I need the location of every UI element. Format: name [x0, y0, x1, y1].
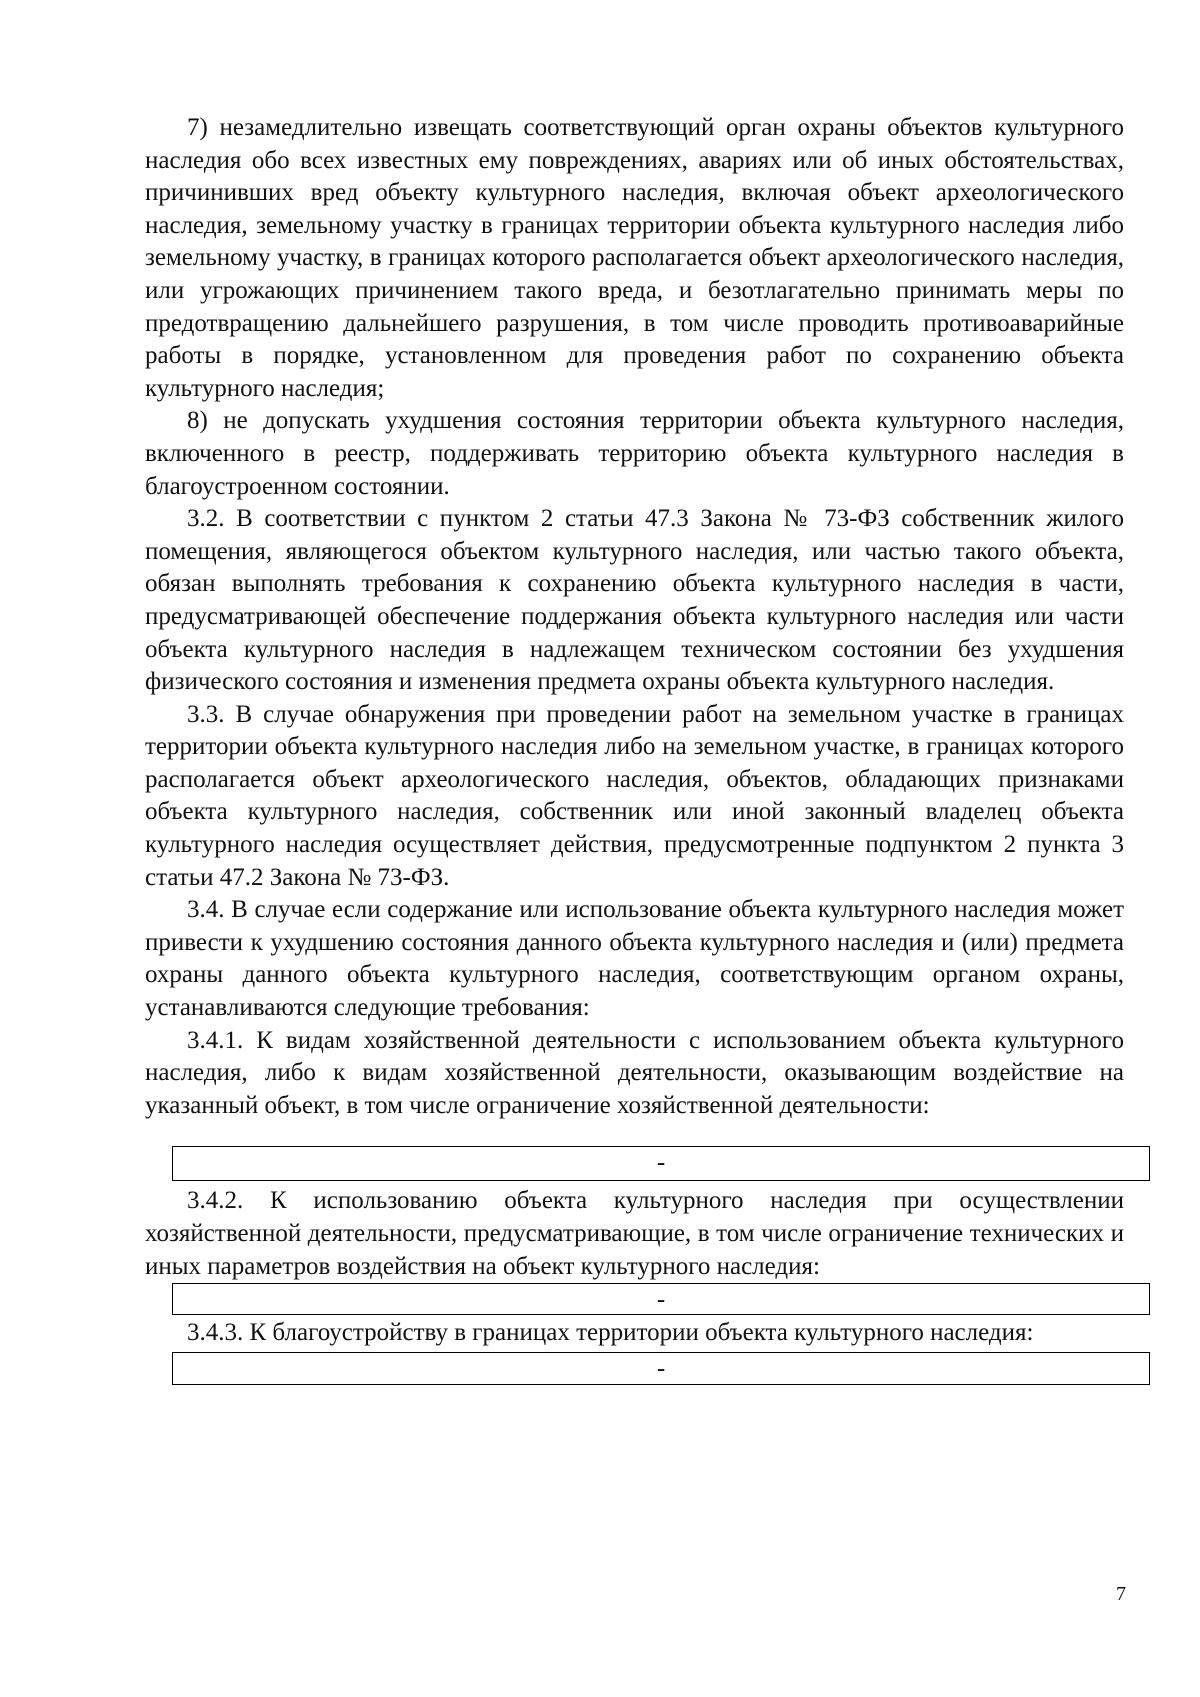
requirement-box-3-4-3 — [172, 1352, 1150, 1385]
paragraph-item-8: 8) не допускать ухудшения состояния территории объекта культурного наследия, включенного в реестр, поддерживать территорию объекта культурного наследия в благоустроенном состоянии. — [145, 407, 1124, 500]
page-number: 7 — [1116, 1583, 1126, 1605]
paragraph-3-4-2: 3.4.2. К использованию объекта культурного наследия при осуществлении хозяйственной деятельности, предусматривающие, в том числе ограничение технических и иных параметров воздействия на объект культурного наследия: — [145, 1187, 1124, 1280]
requirement-box-3-4-1 — [172, 1146, 1150, 1181]
paragraph-3-4: 3.4. В случае если содержание или использование объекта культурного наследия может привести к ухудшению состояния данного объекта культурного наследия и (или) предмета охраны данного объекта культурного наследия, соответствующим органом охраны, устанавливаются следующие требования: — [145, 896, 1124, 1022]
requirement-box-value: - — [656, 1286, 666, 1314]
paragraph-3-2: 3.2. В соответствии с пунктом 2 статьи 47.3 Закона № 73-ФЗ собственник жилого помещения, являющегося объектом культурного наследия, или частью такого объекта, обязан выполнять требования к сохранению объекта культурного наследия в части, предусматривающей обеспечение поддержания объекта культурного наследия или части объекта культурного наследия в надлежащем техническом состоянии без ухудшения физического состояния и изменения предмета охраны объекта культурного наследия. — [145, 505, 1124, 696]
requirement-box-value: - — [656, 1149, 666, 1177]
paragraph-3-4-3: 3.4.3. К благоустройству в границах территории объекта культурного наследия: — [187, 1319, 1034, 1347]
requirement-box-3-4-2 — [172, 1283, 1150, 1315]
requirement-box-value: - — [656, 1354, 666, 1382]
paragraph-3-3: 3.3. В случае обнаружения при проведении работ на земельном участке в границах территории объекта культурного наследия либо на земельном участке, в границах которого располагается объект археологического наследия, объектов, обладающих признаками объекта культурного наследия, собственник или иной законный владелец объекта культурного наследия осуществляет действия, предусмотренные подпунктом 2 пункта 3 статьи 47.2 Закона № 73-ФЗ. — [145, 700, 1124, 891]
paragraph-item-7: 7) незамедлительно извещать соответствующий орган охраны объектов культурного наследия обо всех известных ему повреждениях, авариях или об иных обстоятельствах, причинивших вред объекту культурного наследия, включая объект археологического наследия, земельному участку в границах территории объекта культурного наследия либо земельному участку, в границах которого располагается объект археологического наследия, или угрожающих причинением такого вреда, и безотлагательно принимать меры по предотвращению дальнейшего разрушения, в том числе проводить противоаварийные работы в порядке, установленном для проведения работ по сохранению объекта культурного наследия; — [145, 114, 1124, 402]
paragraph-3-4-1: 3.4.1. К видам хозяйственной деятельности с использованием объекта культурного наследия, либо к видам хозяйственной деятельности, оказывающим воздействие на указанный объект, в том числе ограничение хозяйственной деятельности: — [145, 1026, 1124, 1119]
document-page — [145, 112, 1124, 1385]
